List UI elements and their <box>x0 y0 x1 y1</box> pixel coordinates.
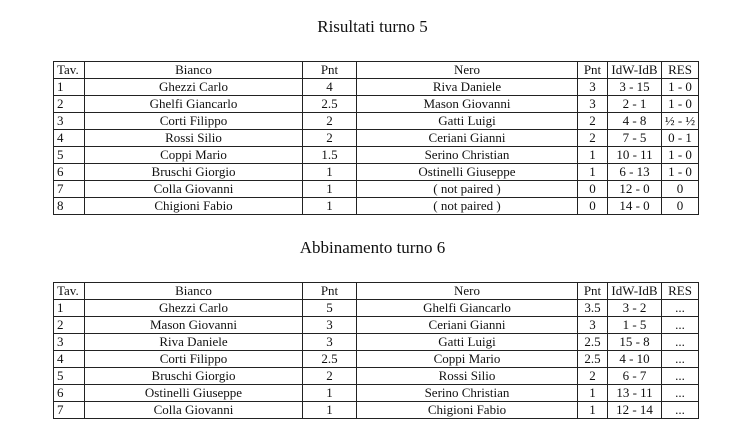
header-white-points: Pnt <box>303 62 357 79</box>
black-points-cell: 2 <box>578 130 608 147</box>
header-white-player: Bianco <box>85 62 303 79</box>
table-row <box>54 317 699 334</box>
table-row <box>54 351 699 368</box>
result-cell: 0 <box>662 181 699 198</box>
white-points-cell: 1.5 <box>303 147 357 164</box>
white-player-cell: Corti Filippo <box>85 351 303 368</box>
black-points-cell: 1 <box>578 385 608 402</box>
white-player-cell: Mason Giovanni <box>85 317 303 334</box>
black-player-cell: Chigioni Fabio <box>357 402 578 419</box>
black-player-cell: Ostinelli Giuseppe <box>357 164 578 181</box>
table-number-cell: 5 <box>54 368 85 385</box>
table-row <box>54 79 699 96</box>
white-points-cell: 4 <box>303 79 357 96</box>
table-row <box>54 385 699 402</box>
table-row <box>54 402 699 419</box>
black-player-cell: Ceriani Gianni <box>357 130 578 147</box>
table-number-cell: 8 <box>54 198 85 215</box>
white-points-cell: 1 <box>303 181 357 198</box>
idw-idb-cell: 10 - 11 <box>608 147 662 164</box>
table-number-cell: 7 <box>54 181 85 198</box>
header-black-player: Nero <box>357 62 578 79</box>
white-points-cell: 3 <box>303 317 357 334</box>
black-points-cell: 0 <box>578 198 608 215</box>
black-points-cell: 2 <box>578 368 608 385</box>
result-cell: 1 - 0 <box>662 147 699 164</box>
idw-idb-cell: 6 - 7 <box>608 368 662 385</box>
black-player-cell: Riva Daniele <box>357 79 578 96</box>
white-points-cell: 1 <box>303 164 357 181</box>
black-player-cell: Coppi Mario <box>357 351 578 368</box>
result-cell: 0 - 1 <box>662 130 699 147</box>
header-result: RES <box>662 62 699 79</box>
black-points-cell: 1 <box>578 402 608 419</box>
black-points-cell: 3 <box>578 96 608 113</box>
header-black-player: Nero <box>357 283 578 300</box>
black-player-cell: Serino Christian <box>357 385 578 402</box>
white-player-cell: Ostinelli Giuseppe <box>85 385 303 402</box>
table-number-cell: 3 <box>54 334 85 351</box>
table-row <box>54 113 699 130</box>
table-row <box>54 181 699 198</box>
table-header-row <box>54 283 699 300</box>
result-cell: 0 <box>662 198 699 215</box>
idw-idb-cell: 14 - 0 <box>608 198 662 215</box>
table-number-cell: 6 <box>54 164 85 181</box>
table-row <box>54 334 699 351</box>
header-result: RES <box>662 283 699 300</box>
idw-idb-cell: 1 - 5 <box>608 317 662 334</box>
black-player-cell: Gatti Luigi <box>357 113 578 130</box>
white-player-cell: Chigioni Fabio <box>85 198 303 215</box>
black-player-cell: Serino Christian <box>357 147 578 164</box>
table-number-cell: 2 <box>54 317 85 334</box>
header-table-number: Tav. <box>54 283 85 300</box>
idw-idb-cell: 15 - 8 <box>608 334 662 351</box>
black-points-cell: 1 <box>578 147 608 164</box>
white-points-cell: 2 <box>303 113 357 130</box>
white-points-cell: 2 <box>303 368 357 385</box>
black-points-cell: 2.5 <box>578 334 608 351</box>
white-points-cell: 1 <box>303 402 357 419</box>
black-player-cell: Gatti Luigi <box>357 334 578 351</box>
white-points-cell: 2.5 <box>303 351 357 368</box>
white-points-cell: 2.5 <box>303 96 357 113</box>
idw-idb-cell: 2 - 1 <box>608 96 662 113</box>
result-cell: ... <box>662 368 699 385</box>
round5-title: Risultati turno 5 <box>317 17 428 36</box>
white-points-cell: 2 <box>303 130 357 147</box>
result-cell: 1 - 0 <box>662 79 699 96</box>
table-row <box>54 368 699 385</box>
table-row <box>54 164 699 181</box>
round6-title: Abbinamento turno 6 <box>299 238 446 257</box>
idw-idb-cell: 3 - 2 <box>608 300 662 317</box>
result-cell: ½ - ½ <box>662 113 699 130</box>
result-cell: ... <box>662 317 699 334</box>
header-idw-idb: IdW-IdB <box>608 62 662 79</box>
table-number-cell: 4 <box>54 351 85 368</box>
white-points-cell: 1 <box>303 385 357 402</box>
result-cell: 1 - 0 <box>662 164 699 181</box>
table-number-cell: 6 <box>54 385 85 402</box>
white-player-cell: Colla Giovanni <box>85 181 303 198</box>
header-idw-idb: IdW-IdB <box>608 283 662 300</box>
result-cell: ... <box>662 351 699 368</box>
table-number-cell: 5 <box>54 147 85 164</box>
table-number-cell: 4 <box>54 130 85 147</box>
black-player-cell: Mason Giovanni <box>357 96 578 113</box>
black-player-cell: ( not paired ) <box>357 198 578 215</box>
round5-results-table <box>53 61 699 215</box>
white-player-cell: Coppi Mario <box>85 147 303 164</box>
white-player-cell: Corti Filippo <box>85 113 303 130</box>
black-points-cell: 2 <box>578 113 608 130</box>
white-player-cell: Colla Giovanni <box>85 402 303 419</box>
black-points-cell: 0 <box>578 181 608 198</box>
white-points-cell: 3 <box>303 334 357 351</box>
idw-idb-cell: 12 - 14 <box>608 402 662 419</box>
table-row <box>54 96 699 113</box>
white-player-cell: Rossi Silio <box>85 130 303 147</box>
white-player-cell: Ghezzi Carlo <box>85 300 303 317</box>
black-player-cell: Ceriani Gianni <box>357 317 578 334</box>
idw-idb-cell: 6 - 13 <box>608 164 662 181</box>
table-number-cell: 7 <box>54 402 85 419</box>
result-cell: ... <box>662 334 699 351</box>
table-number-cell: 1 <box>54 300 85 317</box>
result-cell: ... <box>662 402 699 419</box>
black-player-cell: Rossi Silio <box>357 368 578 385</box>
header-black-points: Pnt <box>578 283 608 300</box>
table-header-row <box>54 62 699 79</box>
table-number-cell: 3 <box>54 113 85 130</box>
table-row <box>54 147 699 164</box>
idw-idb-cell: 4 - 8 <box>608 113 662 130</box>
white-points-cell: 1 <box>303 198 357 215</box>
white-player-cell: Ghelfi Giancarlo <box>85 96 303 113</box>
table-row <box>54 130 699 147</box>
result-cell: ... <box>662 385 699 402</box>
idw-idb-cell: 7 - 5 <box>608 130 662 147</box>
idw-idb-cell: 13 - 11 <box>608 385 662 402</box>
idw-idb-cell: 12 - 0 <box>608 181 662 198</box>
white-player-cell: Ghezzi Carlo <box>85 79 303 96</box>
table-row <box>54 198 699 215</box>
result-cell: ... <box>662 300 699 317</box>
table-row <box>54 300 699 317</box>
black-points-cell: 2.5 <box>578 351 608 368</box>
header-black-points: Pnt <box>578 62 608 79</box>
idw-idb-cell: 3 - 15 <box>608 79 662 96</box>
header-white-points: Pnt <box>303 283 357 300</box>
table-number-cell: 2 <box>54 96 85 113</box>
black-points-cell: 3 <box>578 317 608 334</box>
header-white-player: Bianco <box>85 283 303 300</box>
black-points-cell: 3.5 <box>578 300 608 317</box>
header-table-number: Tav. <box>54 62 85 79</box>
white-player-cell: Riva Daniele <box>85 334 303 351</box>
white-player-cell: Bruschi Giorgio <box>85 164 303 181</box>
result-cell: 1 - 0 <box>662 96 699 113</box>
white-player-cell: Bruschi Giorgio <box>85 368 303 385</box>
white-points-cell: 5 <box>303 300 357 317</box>
round6-pairings-table <box>53 282 699 419</box>
black-points-cell: 1 <box>578 164 608 181</box>
black-player-cell: ( not paired ) <box>357 181 578 198</box>
black-player-cell: Ghelfi Giancarlo <box>357 300 578 317</box>
black-points-cell: 3 <box>578 79 608 96</box>
table-number-cell: 1 <box>54 79 85 96</box>
idw-idb-cell: 4 - 10 <box>608 351 662 368</box>
